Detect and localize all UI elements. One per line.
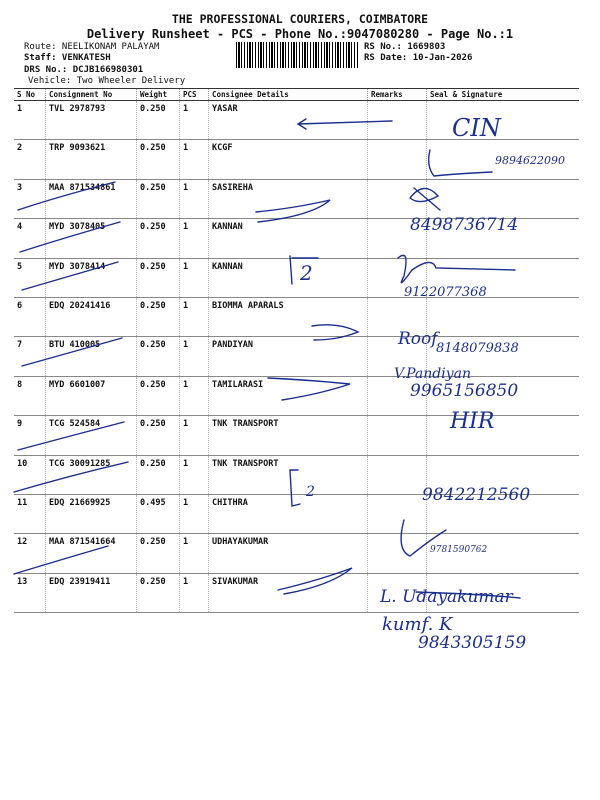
cell-weight: 0.250 — [137, 219, 180, 258]
cell-signature — [427, 573, 580, 612]
cell-sno: 7 — [14, 337, 46, 376]
cell-pcs: 1 — [180, 494, 209, 533]
cell-remarks — [368, 455, 427, 494]
cell-weight: 0.250 — [137, 455, 180, 494]
table-row — [14, 297, 579, 336]
cell-sno: 1 — [14, 101, 46, 140]
cell-weight: 0.495 — [137, 494, 180, 533]
cell-consignment-no: TCG 30091285 — [46, 455, 137, 494]
cell-sno: 4 — [14, 219, 46, 258]
cell-remarks — [368, 140, 427, 179]
signature-text: CIN — [452, 114, 501, 142]
cell-remarks — [368, 337, 427, 376]
cell-consignee: SIVAKUMAR — [209, 573, 368, 612]
phone-text: 9842212560 — [422, 485, 531, 505]
cell-remarks — [368, 376, 427, 415]
cell-weight: 0.250 — [137, 573, 180, 612]
signature-text: HIR — [450, 409, 495, 434]
phone-text: 9122077368 — [404, 285, 487, 300]
cell-consignee: CHITHRA — [209, 494, 368, 533]
cell-remarks — [368, 297, 427, 336]
phone-text: 9894622090 — [495, 154, 565, 167]
cell-signature — [427, 416, 580, 455]
staff-label: Staff: VENKATESH — [24, 53, 111, 63]
col-signature: Seal & Signature — [427, 89, 580, 101]
phone-text: 9781590762 — [430, 545, 488, 555]
drs-number: DRS No.: DCJB166980301 — [24, 65, 144, 75]
cell-pcs: 1 — [180, 140, 209, 179]
cell-remarks — [368, 573, 427, 612]
cell-pcs: 1 — [180, 337, 209, 376]
mark-text: 2 — [300, 261, 313, 285]
cell-signature — [427, 258, 580, 297]
signature-text: Roof — [398, 329, 438, 349]
cell-consignment-no: MYD 3078414 — [46, 258, 137, 297]
cell-consignment-no: BTU 410005 — [46, 337, 137, 376]
cell-signature — [427, 101, 580, 140]
cell-consignment-no: EDQ 20241416 — [46, 297, 137, 336]
barcode-image — [236, 42, 358, 68]
cell-consignee: TAMILARASI — [209, 376, 368, 415]
cell-consignee: YASAR — [209, 101, 368, 140]
signature-text: L. Udayakumar — [380, 587, 513, 607]
table-row — [14, 534, 579, 573]
mark-text: 2 — [306, 484, 315, 500]
table-row — [14, 376, 579, 415]
cell-remarks — [368, 219, 427, 258]
cell-consignee: KCGF — [209, 140, 368, 179]
cell-consignment-no: MAA 871541664 — [46, 534, 137, 573]
rs-number: RS No.: 1669803 — [364, 42, 446, 52]
cell-sno: 6 — [14, 297, 46, 336]
cell-consignee: TNK TRANSPORT — [209, 455, 368, 494]
runsheet-table — [14, 88, 579, 613]
table-row — [14, 219, 579, 258]
cell-consignee: TNK TRANSPORT — [209, 416, 368, 455]
signature-text: kumf. K — [382, 614, 453, 635]
cell-weight: 0.250 — [137, 258, 180, 297]
table-row — [14, 258, 579, 297]
cell-pcs: 1 — [180, 455, 209, 494]
cell-weight: 0.250 — [137, 140, 180, 179]
phone-text: 8498736714 — [410, 215, 519, 235]
cell-signature — [427, 219, 580, 258]
col-consignee: Consignee Details — [209, 89, 368, 101]
cell-sno: 12 — [14, 534, 46, 573]
cell-pcs: 1 — [180, 179, 209, 218]
phone-text: 9843305159 — [418, 633, 527, 653]
cell-sno: 2 — [14, 140, 46, 179]
cell-consignee: SASIREHA — [209, 179, 368, 218]
cell-weight: 0.250 — [137, 297, 180, 336]
cell-weight: 0.250 — [137, 179, 180, 218]
table-row — [14, 337, 579, 376]
cell-consignment-no: TVL 2978793 — [46, 101, 137, 140]
cell-remarks — [368, 416, 427, 455]
route-label: Route: NEELIKONAM PALAYAM — [24, 42, 160, 52]
cell-signature — [427, 494, 580, 533]
cell-consignee: KANNAN — [209, 258, 368, 297]
runsheet-subtitle: Delivery Runsheet - PCS - Phone No.:9047080280 - Page No.:1 — [86, 27, 514, 41]
cell-consignee: UDHAYAKUMAR — [209, 534, 368, 573]
cell-weight: 0.250 — [137, 416, 180, 455]
cell-weight: 0.250 — [137, 337, 180, 376]
table-row — [14, 140, 579, 179]
table-row — [14, 416, 579, 455]
cell-signature — [427, 376, 580, 415]
cell-consignee: BIOMMA APARALS — [209, 297, 368, 336]
table-header-row — [14, 89, 579, 101]
cell-consignment-no: EDQ 21669925 — [46, 494, 137, 533]
cell-remarks — [368, 101, 427, 140]
cell-sno: 5 — [14, 258, 46, 297]
col-consignment: Consignment No — [46, 89, 137, 101]
cell-sno: 10 — [14, 455, 46, 494]
col-pcs: PCS — [180, 89, 209, 101]
cell-pcs: 1 — [180, 416, 209, 455]
table-row — [14, 455, 579, 494]
cell-weight: 0.250 — [137, 534, 180, 573]
cell-weight: 0.250 — [137, 101, 180, 140]
cell-sno: 3 — [14, 179, 46, 218]
cell-consignee: PANDIYAN — [209, 337, 368, 376]
cell-sno: 13 — [14, 573, 46, 612]
cell-consignment-no: EDQ 23919411 — [46, 573, 137, 612]
cell-sno: 9 — [14, 416, 46, 455]
vehicle-label: Vehicle: Two Wheeler Delivery — [28, 76, 186, 86]
cell-remarks — [368, 494, 427, 533]
cell-signature — [427, 140, 580, 179]
cell-consignment-no: TCG 524584 — [46, 416, 137, 455]
table-row — [14, 179, 579, 218]
cell-signature — [427, 179, 580, 218]
cell-signature — [427, 534, 580, 573]
phone-text: 9965156850 — [410, 381, 519, 401]
cell-pcs: 1 — [180, 534, 209, 573]
cell-consignment-no: MYD 3078405 — [46, 219, 137, 258]
cell-pcs: 1 — [180, 376, 209, 415]
col-remarks: Remarks — [368, 89, 427, 101]
phone-text: 8148079838 — [436, 341, 519, 356]
cell-pcs: 1 — [180, 297, 209, 336]
cell-consignee: KANNAN — [209, 219, 368, 258]
cell-remarks — [368, 258, 427, 297]
company-title: THE PROFESSIONAL COURIERS, COIMBATORE — [171, 12, 429, 26]
cell-consignment-no: TRP 9093621 — [46, 140, 137, 179]
cell-consignment-no: MAA 871534861 — [46, 179, 137, 218]
cell-sno: 11 — [14, 494, 46, 533]
cell-pcs: 1 — [180, 101, 209, 140]
col-sno: S No — [14, 89, 46, 101]
cell-remarks — [368, 534, 427, 573]
cell-consignment-no: MYD 6601007 — [46, 376, 137, 415]
rs-date: RS Date: 10-Jan-2026 — [364, 53, 473, 63]
table-row — [14, 573, 579, 612]
cell-pcs: 1 — [180, 573, 209, 612]
signature-text: V.Pandiyan — [394, 366, 471, 382]
col-weight: Weight — [137, 89, 180, 101]
cell-pcs: 1 — [180, 219, 209, 258]
table-row — [14, 101, 579, 140]
cell-remarks — [368, 179, 427, 218]
table-row — [14, 494, 579, 533]
cell-sno: 8 — [14, 376, 46, 415]
cell-weight: 0.250 — [137, 376, 180, 415]
cell-signature — [427, 337, 580, 376]
cell-signature — [427, 455, 580, 494]
cell-pcs: 1 — [180, 258, 209, 297]
cell-signature — [427, 297, 580, 336]
